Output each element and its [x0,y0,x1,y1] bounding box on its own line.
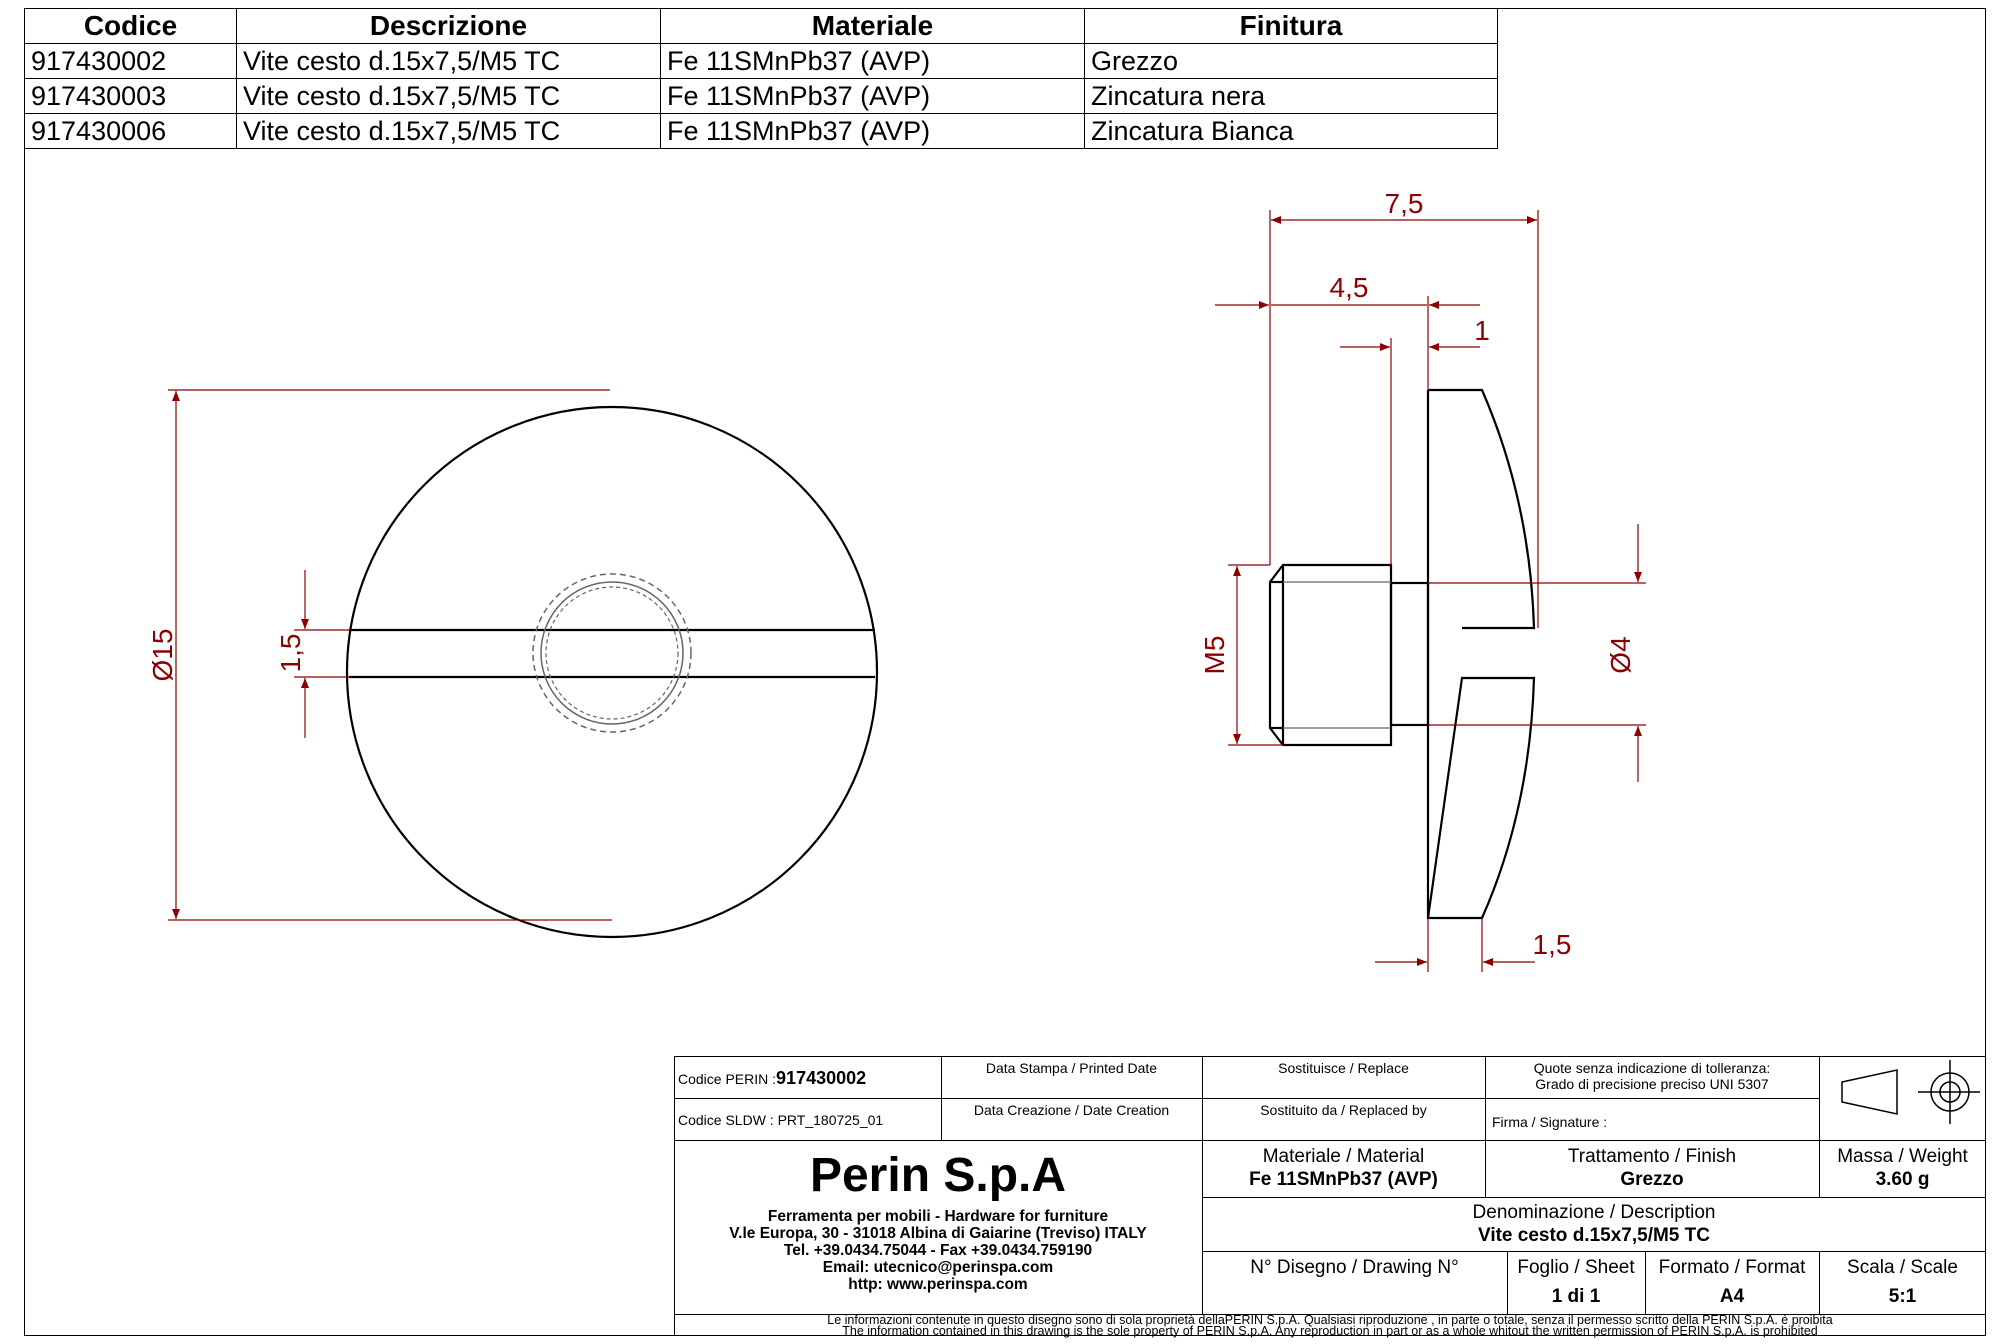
thread-minor [1283,582,1391,728]
front-dimensions [168,390,612,920]
head-profile [1428,390,1534,918]
dim-text-neck-length: 1 [1474,315,1490,346]
column-header-codice: Codice [25,9,237,44]
material-label: Materiale / Material [1262,1146,1425,1167]
creation-date-label: Data Creazione / Date Creation [973,1102,1170,1118]
replaced-by-label: Sostituito da / Replaced by [1260,1102,1427,1118]
dim-text-neck-diameter: Ø4 [1605,636,1636,674]
dim-text-total-length: 7,5 [1384,188,1424,219]
cell-materiale: Fe 11SMnPb37 (AVP) [661,44,1085,79]
cell-codice: 917430003 [25,79,237,114]
hidden-thread-outer [533,574,691,732]
cell-codice: 917430002 [25,44,237,79]
format-label: Formato / Format [1658,1257,1806,1278]
cell-materiale: Fe 11SMnPb37 (AVP) [661,79,1085,114]
cell-descrizione: Vite cesto d.15x7,5/M5 TC [237,114,661,149]
codice-perin-value: 917430002 [776,1068,867,1088]
drawing-number-label: N° Disegno / Drawing N° [1250,1257,1459,1278]
cell-materiale: Fe 11SMnPb37 (AVP) [661,114,1085,149]
sheet-label: Foglio / Sheet [1517,1257,1635,1278]
cell-finitura: Zincatura Bianca [1085,114,1498,149]
company-line-2: V.le Europa, 30 - 31018 Albina di Gaiarine (Treviso) ITALY [729,1225,1147,1242]
front-view [347,407,877,937]
hidden-thread-inner [541,582,683,724]
shank [1270,565,1391,745]
codice-sldw [678,1112,938,1128]
company-line-5: http: www.perinspa.com [848,1276,1028,1293]
company-address [674,1208,1202,1293]
dim-text-thread: M5 [1199,635,1230,675]
side-dimensions [1215,210,1646,972]
codice-perin-label: Codice PERIN : [678,1071,777,1087]
dim-text-shank-length: 4,5 [1329,272,1369,303]
column-header-materiale: Materiale [661,9,1085,44]
cell-descrizione: Vite cesto d.15x7,5/M5 TC [237,79,661,114]
company-name: Perin S.p.A [809,1149,1067,1202]
side-view [1270,390,1534,918]
codice-sldw-label: Codice SLDW : [678,1112,774,1128]
cell-descrizione: Vite cesto d.15x7,5/M5 TC [237,44,661,79]
scale-label: Scala / Scale [1847,1257,1958,1278]
signature-label: Firma / Signature : [1492,1114,1608,1130]
cell-codice: 917430006 [25,114,237,149]
column-header-finitura: Finitura [1085,9,1498,44]
printed-date-label: Data Stampa / Printed Date [985,1060,1158,1076]
title-block [674,1056,1986,1336]
tolerance-line-2: Grado di precisione preciso UNI 5307 [1535,1076,1769,1092]
hidden-thread-core [546,587,678,719]
neck [1391,583,1428,725]
description-label: Denominazione / Description [1472,1202,1716,1223]
column-header-descrizione: Descrizione [237,9,661,44]
material-value: Fe 11SMnPb37 (AVP) [1249,1169,1438,1190]
codice-sldw-value: PRT_180725_01 [777,1112,884,1128]
head-outline [347,407,877,937]
scale-value: 5:1 [1888,1286,1917,1307]
cell-finitura: Zincatura nera [1085,79,1498,114]
format-value: A4 [1719,1286,1745,1307]
finish-value: Grezzo [1620,1169,1684,1190]
company-line-1: Ferramenta per mobili - Hardware for furniture [767,1208,1109,1225]
dim-text-diameter: Ø15 [147,628,178,682]
dim-text-slot-width: 1,5 [275,633,306,673]
weight-label: Massa / Weight [1837,1146,1968,1167]
dim-text-head-thickness: 1,5 [1532,929,1572,960]
tolerance-line-1: Quote senza indicazione di tolleranza: [1533,1060,1771,1076]
disclaimer-english: The information contained in this drawing is the sole property of PERIN S.p.A. Any reproduction in part or as a whole whitout the written permission of PERIN S.p.A. is prohibited [842,1323,1818,1338]
disclaimer [674,1315,1986,1336]
finish-label: Trattamento / Finish [1567,1146,1737,1167]
tolerance-note [1485,1060,1819,1092]
weight-value: 3.60 g [1875,1169,1930,1190]
replace-label: Sostituisce / Replace [1278,1060,1409,1076]
company-line-3: Tel. +39.0434.75044 - Fax +39.0434.759190 [783,1242,1093,1259]
company-line-4: Email: utecnico@perinspa.com [822,1259,1054,1276]
sheet-value: 1 di 1 [1551,1286,1601,1307]
disclaimer-italian: Le informazioni contenute in questo disegno sono di sola proprietà dellaPERIN S.p.A. Qualsiasi riproduzione , in parte o totale, senza il permesso scritto della PERIN S.p.A. è proibita [827,1313,1833,1327]
codice-perin [678,1068,938,1089]
description-value: Vite cesto d.15x7,5/M5 TC [1478,1225,1710,1246]
cell-finitura: Grezzo [1085,44,1498,79]
